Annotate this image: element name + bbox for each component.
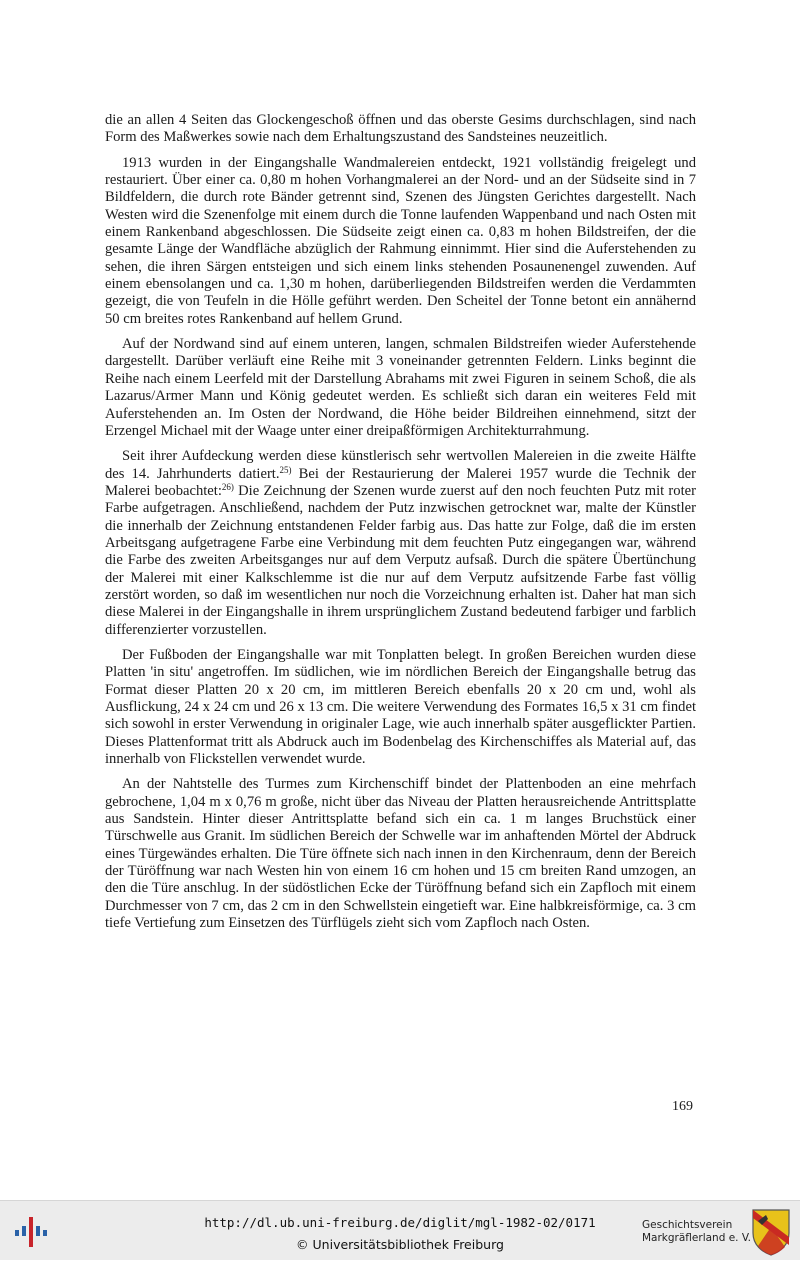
body-text xyxy=(105,112,696,940)
paragraph: die an allen 4 Seiten das Glockengeschoß öffnen und das oberste Gesims durchschlagen, sind nach Form des Maßwerkes sowie nach dem Erhaltungszustand des Sandsteines neuzeitlich. xyxy=(105,112,696,146)
society-name-line: Markgräflerland e. V. xyxy=(642,1232,752,1244)
footnote-ref: 25) xyxy=(279,464,292,475)
copyright-text: © Universitätsbibliothek Freiburg xyxy=(296,1237,504,1252)
page-number: 169 xyxy=(672,1099,693,1114)
paragraph-text: Bei der Restaurierung der Malerei 1957 wurde die Technik der Malerei beobachtet: xyxy=(105,465,696,499)
footnote-ref: 26) xyxy=(221,481,234,492)
paragraph-text: Die Zeichnung der Szenen wurde zuerst auf den noch feuchten Putz mit roter Farbe aufgetragen. Anschließend, nachdem der Putz inzwischen getrocknet war, malte der Künstler die innerhalb der Zeichnung entstandenen Felder farbig aus. Das hatte zur Folge, daß die im ersten Arbeitsgang aufgetragene Farbe eine Verbindung mit dem feuchten Putz eingegangen war, während die Farbe des zweiten Arbeitsganges nur auf dem Verputz aufsaß. Durch die spätere Übertünchung der Malerei mit einer Kalkschlemme ist die nur auf dem Verputz aufsitzende Farbe fast völlig zerstört worden, so daß im wesentlichen nur noch die Vorzeichnung erhalten ist. Daher hat man sich diese Malerei in der Eingangshalle in ihrem ursprünglichem Zustand bedeutend farbiger und farblich differenzierter vorzustellen. xyxy=(105,482,696,638)
paragraph: Auf der Nordwand sind auf einem unteren, langen, schmalen Bildstreifen wieder Auferstehende dargestellt. Darüber verläuft eine Reihe mit 3 voneinander getrennten Feldern. Links beginnt die Reihe nach einem Leerfeld mit der Darstellung Abrahams mit zwei Figuren in seinem Schoß, die als Lazarus/Armer Mann und König gedeutet werden. Es schließt sich daran ein weiteres Feld mit Auferstehenden an. Im Osten der Nordwand, die Höhe beider Bildreihen einnehmend, sitzt der Erzengel Michael mit der Waage unter einer dreipaßförmigen Architekturrahmung. xyxy=(105,336,696,439)
paragraph-text: Seit ihrer Aufdeckung werden diese künstlerisch sehr wertvollen Malereien in die zweite Hälfte des 14. Jahrhunderts datiert. xyxy=(105,448,696,482)
society-name-line: Geschichtsverein xyxy=(642,1219,733,1231)
society-name xyxy=(642,1219,752,1245)
society-crest-icon[interactable] xyxy=(750,1207,792,1257)
permalink-link[interactable]: http://dl.ub.uni-freiburg.de/diglit/mgl-1982-02/0171 xyxy=(204,1215,596,1230)
viewer-footer xyxy=(0,1200,800,1260)
paragraph: Der Fußboden der Eingangshalle war mit Tonplatten belegt. In großen Bereichen wurden diese Platten 'in situ' angetroffen. Im südlichen, wie im nördlichen Bereich der Eingangshalle betrug das Format dieser Platten 20 x 20 cm, im mittleren Bereich ebenfalls 20 x 20 cm und, wohl als Ausflickung, 24 x 24 cm und 26 x 13 cm. Die weitere Verwendung des Formates 16,5 x 31 cm findet sich sowohl in erster Verwendung in originaler Lage, wie auch innerhalb später ausgeflickter Partien. Dieses Plattenformat tritt als Abdruck auch im Bodenbelag des Kirchenschiffes als Material auf, das innerhalb von Flickstellen verwendet wurde. xyxy=(105,646,696,768)
paragraph xyxy=(105,448,696,639)
paragraph: 1913 wurden in der Eingangshalle Wandmalereien entdeckt, 1921 vollständig freigelegt und restauriert. Über einer ca. 0,80 m hohen Vorhangmalerei an der Nord- und an der Südseite sind in 7 Bildfeldern, die durch rote Bänder getrennt sind, Szenen des Jüngsten Gerichtes dargestellt. Nach Westen wird die Szenenfolge mit einem durch die Tonne laufenden Wappenband und nach Osten mit einem Rankenband abgeschlossen. Die Südseite zeigt einen ca. 0,83 m hohen Bildstreifen, der die gesamte Länge der Wandfläche abzüglich der Rahmung einnimmt. Hier sind die Auferstehenden zu sehen, die ihren Särgen entsteigen und sich einem links stehenden Posaunenengel zuwenden. Auf einem ebensolangen und ca. 1,30 m hohen, darüberliegenden Bildstreifen werden die Verdammten gezeigt, die von Teufeln in die Hölle geführt werden. Den Scheitel der Tonne betont ein annähernd 50 cm breites rotes Rankenband auf hellem Grund. xyxy=(105,154,696,327)
paragraph: An der Nahtstelle des Turmes zum Kirchenschiff bindet der Plattenboden an eine mehrfach gebrochene, 1,04 m x 0,76 m große, nicht über das Niveau der Platten herausreichende Antrittsplatte aus Sandstein. Hinter dieser Antrittsplatte befand sich ein ca. 1 m langes Bruchstück einer Türschwelle aus Granit. Im südlichen Bereich der Schwelle war im anhaftenden Mörtel der Abdruck eines Türgewändes erhalten. Die Türe öffnete sich nach innen in den Kirchenraum, denn der Bereich der Türöffnung war nach Westen hin von einem 16 cm hohen und 15 cm breiten Rand umzogen, an den die Türe anschlug. In der südöstlichen Ecke der Türöffnung befand sich ein Zapfloch mit einem Durchmesser von 7 cm, das 2 cm in den Schwellstein eingetieft war. Eine halbkreisförmige, ca. 3 cm tiefe Vertiefung zum Einsetzen des Türflügels zieht sich vom Zapfloch nach Osten. xyxy=(105,776,696,932)
